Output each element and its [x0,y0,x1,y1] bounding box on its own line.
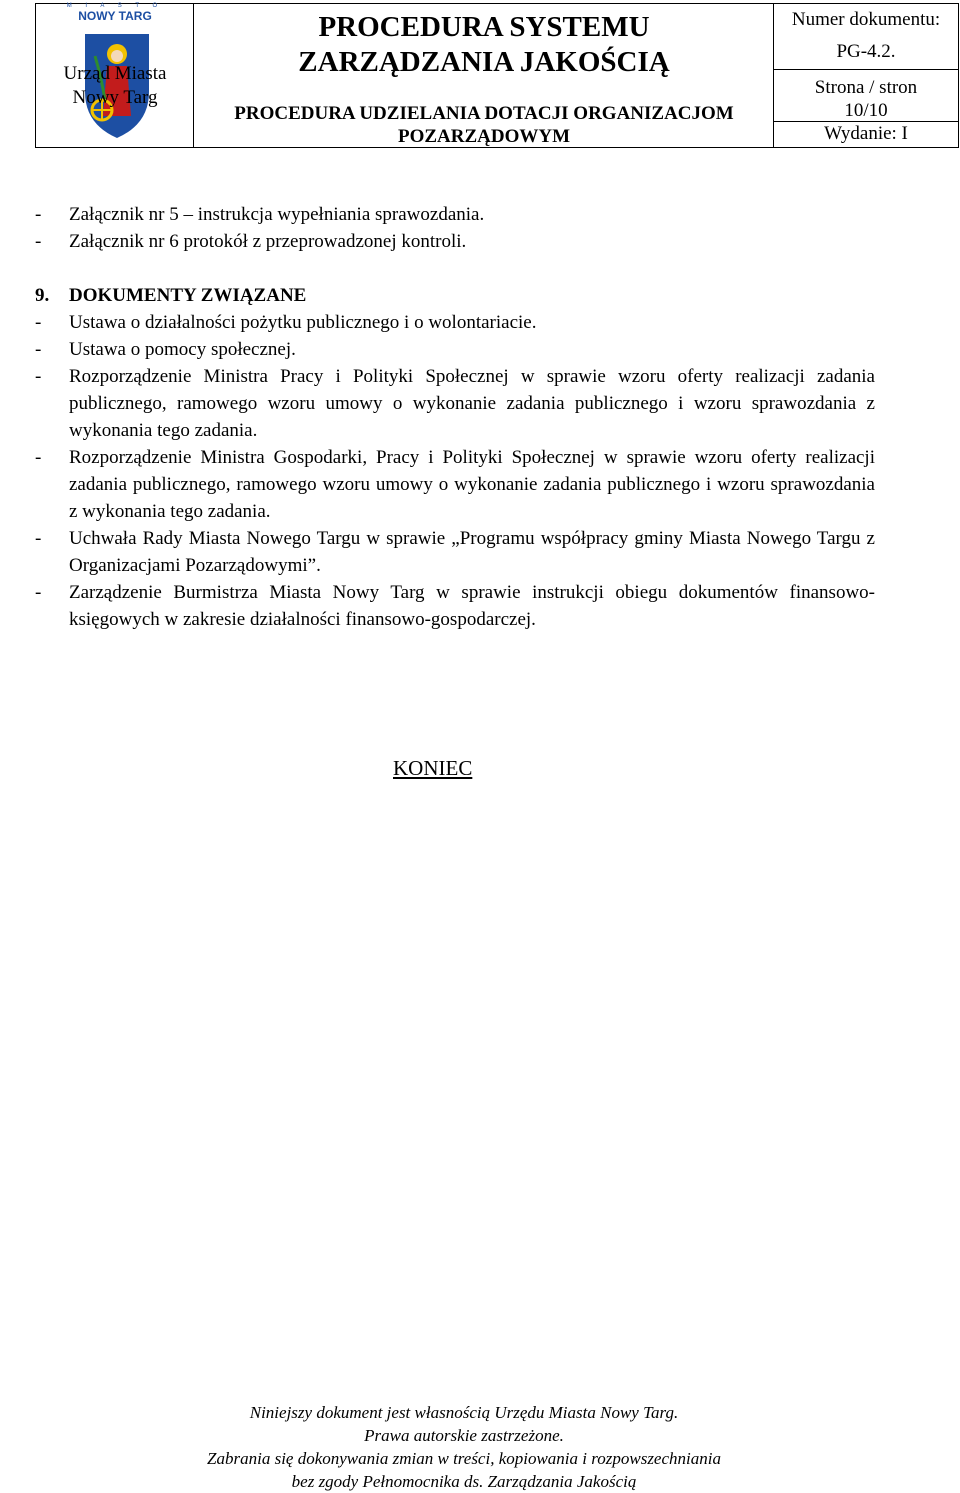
list-bullet: - [35,312,42,333]
office-name [36,62,194,110]
list-item-text: Zarządzenie Burmistrza Miasta Nowy Targ w sprawie instrukcji obiegu dokumentów finansowo-księgowych w zakresie działalności finansowo-gospodarczej. [69,582,875,630]
doc-number-value: PG-4.2. [836,41,896,62]
list-item-text: Rozporządzenie Ministra Gospodarki, Pracy i Polityki Społecznej w sprawie wzoru oferty realizacji zadania publicznego, ramowego wzoru umowy o wykonanie zadania publicznego i wzoru sprawozdania z wykonania tego zadania. [69,447,875,522]
list-bullet: - [35,528,42,549]
spacer [35,255,875,282]
section-title: DOKUMENTY ZWIĄZANE [69,285,307,306]
list-item-text: Ustawa o działalności pożytku publicznego i o wolontariacie. [69,312,537,333]
section-number: 9. [35,285,50,306]
list-item [35,201,875,228]
doc-number-label: Numer dokumentu: [791,9,941,30]
list-bullet: - [35,339,42,360]
list-bullet: - [35,204,42,225]
list-item [35,336,875,363]
edition-label: Wydanie: I [824,123,908,144]
footer-line2: Prawa autorskie zastrzeżone. [364,1426,564,1445]
list-item [35,309,875,336]
meta-cell [774,4,958,147]
logo-name-text: NOWY TARG [78,9,152,23]
list-bullet: - [35,582,42,603]
list-item-text: Ustawa o pomocy społecznej. [69,339,296,360]
procedure-title-line1: PROCEDURA UDZIELANIA DOTACJI ORGANIZACJOM [234,103,734,124]
document-title-line1: PROCEDURA SYSTEMU [318,11,650,43]
document-header [35,3,959,148]
end-marker: KONIEC [393,756,473,780]
office-name-line2: Nowy Targ [72,87,158,108]
procedure-title [194,102,774,148]
page-count-box [774,70,958,122]
doc-number-box [774,4,958,70]
logo-cell [36,4,194,147]
list-item-text: Uchwała Rady Miasta Nowego Targu w sprawie „Programu współpracy gminy Miasta Nowego Targu z Organizacjami Pozarządowymi”. [69,528,875,576]
crest-head [111,50,123,62]
section-heading [35,282,875,309]
list-item [35,525,875,579]
list-bullet: - [35,231,42,252]
list-item [35,228,875,255]
document-title [194,10,774,80]
list-item [35,579,875,633]
list-bullet: - [35,366,42,387]
list-item-text: Rozporządzenie Ministra Pracy i Polityki Społecznej w sprawie wzoru oferty realizacji zadania publicznego, ramowego wzoru umowy o wykonanie zadania publicznego i wzoru sprawozdania z wykonania tego zadania. [69,366,875,441]
page-count-value: 10/10 [844,100,888,121]
logo-band [36,4,194,28]
list-item-text: Załącznik nr 5 – instrukcja wypełniania sprawozdania. [69,204,485,225]
logo-small-text: M I A S T O [66,3,164,9]
page-count-label: Strona / stron [814,77,918,98]
procedure-title-line2: POZARZĄDOWYM [397,126,571,147]
document-title-line2: ZARZĄDZANIA JAKOŚCIĄ [298,46,670,78]
list-item [35,444,875,525]
list-item [35,363,875,444]
footer-line4: bez zgody Pełnomocnika ds. Zarządzania Jakością [291,1472,637,1491]
list-item-text: Załącznik nr 6 protokół z przeprowadzonej kontroli. [69,231,467,252]
list-bullet: - [35,447,42,468]
document-footer [0,1401,928,1493]
footer-line3: Zabrania się dokonywania zmian w treści, kopiowania i rozpowszechniania [207,1449,721,1468]
office-name-line1: Urząd Miasta [63,63,167,84]
title-cell [194,4,774,147]
edition-box [774,122,958,147]
footer-line1: Niniejszy dokument jest własnością Urzędu Miasta Nowy Targ. [249,1403,679,1422]
document-body [35,201,875,633]
